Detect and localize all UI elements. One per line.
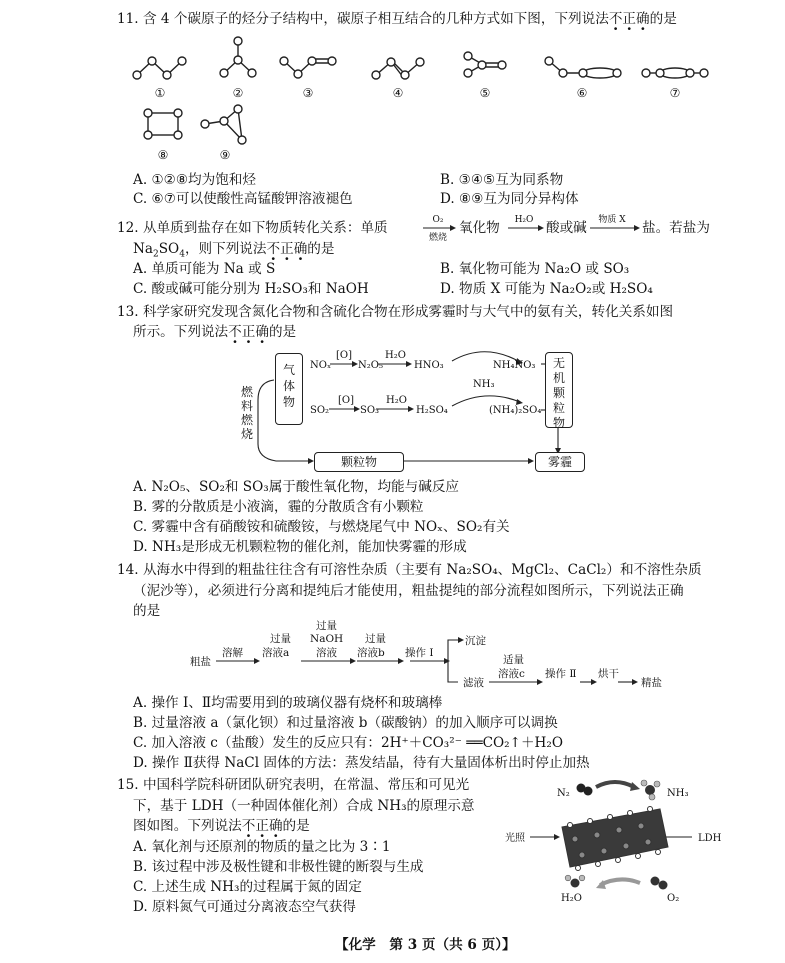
q15-emph-text: 不正确 <box>241 818 283 834</box>
label-4: ④ <box>392 86 404 100</box>
skeleton-7 <box>642 68 708 78</box>
q13-stem-b: 所示。下列说法 <box>133 324 229 340</box>
gas-box-label: 气体物 <box>282 363 295 409</box>
haze-box-label: 雾霾 <box>547 455 572 469</box>
so2: SO₂ <box>310 405 330 416</box>
q13-option-d: D. NH₃是形成无机颗粒物的催化剂，能加快雾霾的形成 <box>133 539 467 555</box>
q12-option-a: A. 单质可能为 Na 或 S <box>133 261 276 277</box>
q12-so: SO <box>158 241 180 257</box>
q11-stem-text: 11. 含 4 个碳原子的烃分子结构中，碳原子相互结合的几种方式如下图，下列说法 <box>117 11 609 27</box>
q15-option-b: B. 该过程中涉及极性键和非极性键的断裂与生成 <box>133 859 424 875</box>
flow-fine-salt: 精盐 <box>641 677 662 689</box>
q12-reagent-h2o: H₂O <box>514 215 534 225</box>
q15-ldh-figure <box>0 775 785 915</box>
skeleton-5 <box>464 52 506 77</box>
q11-option-d: D. ⑧⑨互为同分异构体 <box>440 191 579 207</box>
q13-option-c: C. 雾霾中含有硝酸铵和硫酸铵，与燃烧尾气中 NOₓ、SO₂有关 <box>133 519 510 535</box>
q14-stem-line1: 14. 从海水中得到的粗盐往往含有可溶性杂质（主要有 Na₂SO₄、MgCl₂、CaCl₂）和不溶性杂质 <box>117 562 702 578</box>
q13-emph-text: 不正确 <box>228 324 269 340</box>
q15-option-a: A. 氧化剂与还原剂的物质的量之比为 3∶1 <box>133 839 391 855</box>
flow-naoh-2: NaOH <box>310 633 344 645</box>
label-8: ⑧ <box>157 148 169 162</box>
label-2: ② <box>232 86 244 100</box>
fig-ldh: LDH <box>698 833 722 844</box>
label-6: ⑥ <box>576 86 588 100</box>
n2-molecule <box>577 784 593 796</box>
q12-reagent-burn: 燃烧 <box>428 233 448 243</box>
skeleton-9 <box>201 105 246 144</box>
q12-na: Na <box>133 241 153 257</box>
haze-box <box>535 452 585 472</box>
q12-option-b: B. 氧化物可能为 Na₂O 或 SO₃ <box>440 261 630 277</box>
label-9: ⑨ <box>219 148 231 162</box>
q13-option-b: B. 雾的分散质是小液滴，霾的分散质含有小颗粒 <box>133 499 424 515</box>
q15-option-d: D. 原料氮气可通过分离液态空气获得 <box>133 899 356 915</box>
flow-proper-c-2: 溶液c <box>498 668 525 680</box>
flow-excess-a-2: 溶液a <box>262 647 290 659</box>
ldh-lattice <box>562 807 668 871</box>
o-1: [O] <box>336 350 353 361</box>
nox: NOₓ <box>310 360 332 371</box>
nh3-molecule <box>641 780 660 800</box>
q14-stem-line3: 的是 <box>133 603 161 619</box>
q12-stem-text: 12. 从单质到盐存在如下物质转化关系：单质 <box>117 220 388 236</box>
q12-stem-end: 的是 <box>307 241 335 257</box>
q11-stem-end: 的是 <box>649 11 677 27</box>
flow-excess-b-1: 过量 <box>365 633 386 645</box>
label-5: ⑤ <box>479 86 491 100</box>
nh42so4: (NH₄)₂SO₄ <box>489 405 542 416</box>
hno3: HNO₃ <box>414 360 444 371</box>
q12-option-c: C. 酸或碱可能分别为 H₂SO₃和 NaOH <box>133 281 369 297</box>
q15-stem-line2: 下，基于 LDH（一种固体催化剂）合成 NH₃的原理示意 <box>133 798 475 814</box>
q14-stem-line2: （泥沙等），必须进行分离和提纯后才能使用，粗盐提纯的部分流程如图所示，下列说法正确 <box>133 583 684 599</box>
footer-subject: 【化学 <box>335 937 376 953</box>
q12-product-salt: 盐。若盐为 <box>642 220 710 236</box>
q13-stem-line2 <box>133 323 296 341</box>
skeleton-3 <box>280 57 336 78</box>
footer-page: 第 3 页（共 6 页）】 <box>389 937 516 953</box>
skeleton-4 <box>372 58 424 79</box>
so3: SO₃ <box>360 405 380 416</box>
particle-box-label: 颗粒物 <box>340 455 377 469</box>
inorganic-box-label: 无机颗粒物 <box>552 356 565 430</box>
flow-op1: 操作 Ⅰ <box>405 647 434 659</box>
q11-option-a: A. ①②⑧均为饱和烃 <box>133 172 256 188</box>
q13-stem-line1: 13. 科学家研究发现含氮化合物和含硫化合物在形成雾霾时与大气中的氨有关，转化关系如图 <box>117 304 674 320</box>
fuel-combustion-label: 燃料燃烧 <box>241 385 254 441</box>
q12-reagent-o2: O₂ <box>432 215 444 225</box>
gas-box <box>275 353 303 425</box>
q12-stem-mid: ，则下列说法 <box>184 241 267 257</box>
flow-excess-b-2: 溶液b <box>357 647 385 659</box>
q15-option-c: C. 上述生成 NH₃的过程属于氮的固定 <box>133 879 362 895</box>
q12-emph-text: 不正确 <box>266 241 308 257</box>
q12-product-oxide: 氧化物 <box>459 220 500 236</box>
q13-stem-end: 的是 <box>268 324 297 340</box>
fig-light: 光照 <box>505 833 525 844</box>
flow-excess-a-1: 过量 <box>270 633 291 645</box>
q13-option-a: A. N₂O₅、SO₂和 SO₃属于酸性氧化物，均能与碱反应 <box>133 479 460 495</box>
q12-product-acid-base: 酸或碱 <box>546 220 587 236</box>
nh3: NH₃ <box>473 379 495 390</box>
skeleton-8 <box>144 109 182 139</box>
particle-box <box>314 452 404 472</box>
o-2: [O] <box>338 395 355 406</box>
flow-precipitate: 沉淀 <box>465 635 486 647</box>
h2o-1: H₂O <box>385 350 406 361</box>
h2o-molecule <box>565 875 585 887</box>
flow-filtrate: 滤液 <box>463 677 484 689</box>
q11-carbon-skeletons <box>0 0 785 180</box>
q14-option-c: C. 加入溶液 c（盐酸）发生的反应只有：2H⁺＋CO₃²⁻ ══CO₂↑＋H₂O <box>133 735 564 751</box>
skeleton-6 <box>545 57 621 78</box>
q12-reagent-x: 物质 X <box>598 215 626 225</box>
q14-option-d: D. 操作 Ⅱ获得 NaCl 固体的方法：蒸发结晶，待有大量固体析出时停止加热 <box>133 755 590 771</box>
fig-nh3: NH₃ <box>667 788 689 799</box>
fig-n2: N₂ <box>557 788 570 799</box>
q11-option-b: B. ③④⑤互为同系物 <box>440 172 564 188</box>
q14-option-a: A. 操作 Ⅰ、Ⅱ均需要用到的玻璃仪器有烧杯和玻璃棒 <box>133 695 443 711</box>
label-3: ③ <box>302 86 314 100</box>
label-7: ⑦ <box>669 86 681 100</box>
q12-stem-line2: $Na_2SO_4$，则下列说法不正确的是 <box>133 241 335 260</box>
h2so4: H₂SO₄ <box>416 405 448 416</box>
fig-h2o: H₂O <box>561 893 582 904</box>
n2o5: N₂O₅ <box>358 360 383 371</box>
flow-dissolve: 溶解 <box>222 647 243 659</box>
flow-proper-c-1: 适量 <box>503 654 524 666</box>
flow-op2: 操作 Ⅱ <box>545 668 577 680</box>
label-1: ① <box>154 86 166 100</box>
q15-stem-c: 图如图。下列说法 <box>133 818 242 834</box>
flow-naoh-1: 过量 <box>316 620 337 632</box>
q11-option-c: C. ⑥⑦可以使酸性高锰酸钾溶液褪色 <box>133 191 353 207</box>
o2-molecule <box>651 877 668 890</box>
skeleton-1 <box>133 57 186 79</box>
q11-emph-text: 不正确 <box>608 11 650 27</box>
q15-stem-end: 的是 <box>282 818 310 834</box>
flow-naoh-3: 溶液 <box>316 647 337 659</box>
h2o-2: H₂O <box>386 395 407 406</box>
q12-option-d: D. 物质 X 可能为 Na₂O₂或 H₂SO₄ <box>440 281 653 297</box>
flow-crude: 粗盐 <box>190 656 211 668</box>
q15-stem-line1: 15. 中国科学院科研团队研究表明，在常温、常压和可见光 <box>117 777 470 793</box>
page-footer <box>335 936 516 954</box>
fig-o2: O₂ <box>667 893 680 904</box>
q14-salt-flow <box>0 615 785 705</box>
skeleton-2 <box>220 37 256 77</box>
flow-dry: 烘干 <box>598 668 619 680</box>
q14-option-b: B. 过量溶液 a（氯化钡）和过量溶液 b（碳酸钠）的加入顺序可以调换 <box>133 715 558 731</box>
inorganic-particle-box <box>545 352 573 428</box>
nh4no3: NH₄NO₃ <box>493 360 536 371</box>
